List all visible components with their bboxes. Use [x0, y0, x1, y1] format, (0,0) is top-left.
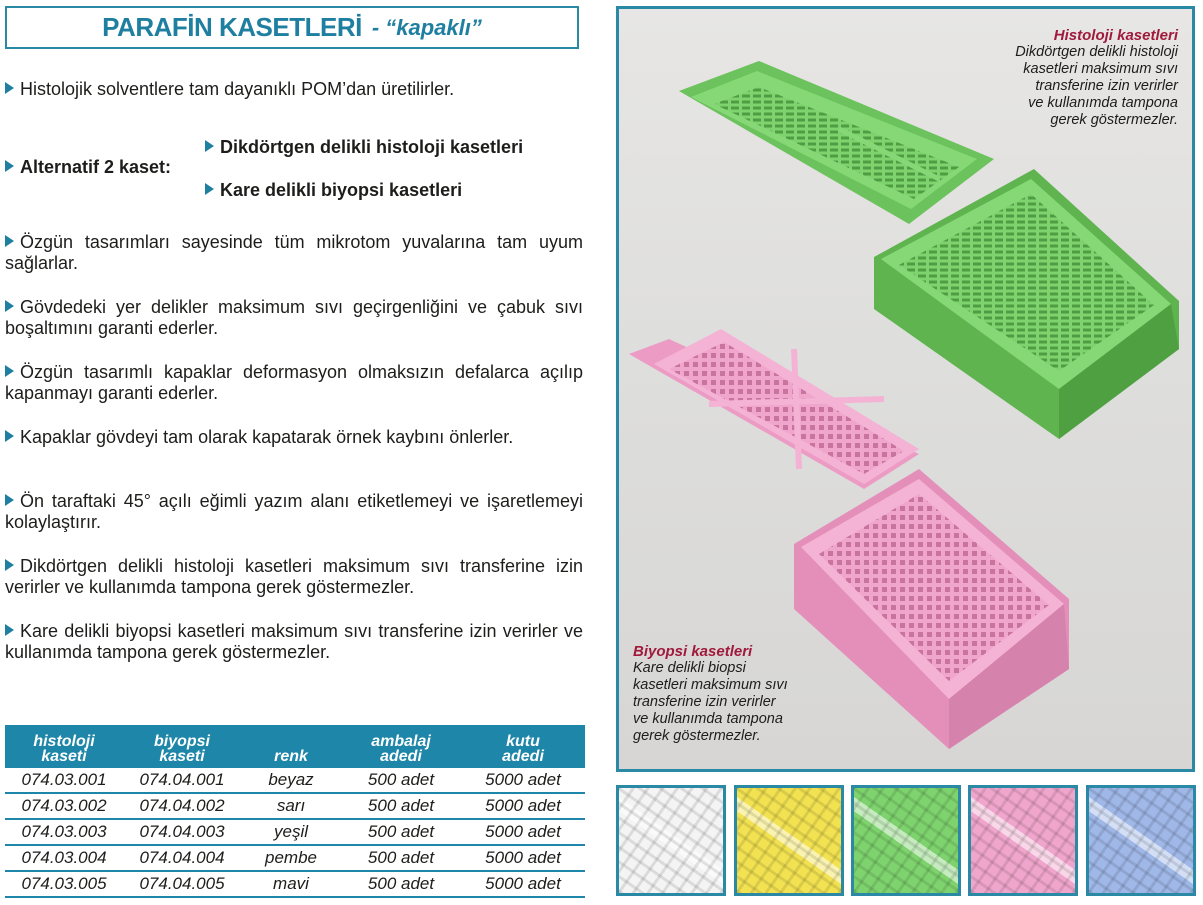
cell-color: mavi: [241, 871, 341, 897]
color-swatch-blue: [1086, 785, 1196, 896]
table-row: [5, 793, 585, 819]
color-swatch-green: [851, 785, 961, 896]
table-row: [5, 819, 585, 845]
page-title: PARAFİN KASETLERİ: [102, 12, 362, 42]
cell-biopsy-code: 074.04.005: [123, 871, 241, 897]
alternatives-label: Alternatif 2 kaset:: [5, 157, 171, 178]
arrow-right-icon: [5, 624, 14, 636]
color-swatch-pink: [968, 785, 1078, 896]
biopsy-caption: Biyopsi kasetleri Kare delikli biopsi kasetleri maksimum sıvı transferine izin verirler ve kullanımda tampona gerek göstermezler.: [633, 643, 788, 744]
cell-biopsy-code: 074.04.003: [123, 819, 241, 845]
cell-color: pembe: [241, 845, 341, 871]
col-header-box-qty: kutu adedi: [461, 725, 585, 768]
cell-biopsy-code: 074.04.004: [123, 845, 241, 871]
cell-package-qty: 500 adet: [341, 845, 461, 871]
table-row: [5, 845, 585, 871]
arrow-right-icon: [5, 430, 14, 442]
arrow-right-icon: [5, 365, 14, 377]
feature-item: Özgün tasarımları sayesinde tüm mikrotom yuvalarına tam uyum sağlarlar.: [5, 232, 583, 273]
arrow-right-icon: [5, 494, 14, 506]
cell-color: sarı: [241, 793, 341, 819]
biopsy-caption-title: Biyopsi kasetleri: [633, 643, 753, 660]
cell-package-qty: 500 adet: [341, 871, 461, 897]
cell-package-qty: 500 adet: [341, 768, 461, 793]
histology-caption: Histoloji kasetleri Dikdörtgen delikli histoloji kasetleri maksimum sıvı transferine izin verirler ve kullanımda tampona gerek göstermezler.: [1015, 27, 1178, 128]
feature-item: Kare delikli biyopsi kasetleri maksimum sıvı transferine izin verirler ve kullanımda tampona gerek göstermezler.: [5, 621, 583, 662]
green-cassette-lid: [679, 61, 994, 224]
col-header-biopsy: biyopsi kaseti: [123, 725, 241, 768]
color-swatch-white: [616, 785, 726, 896]
page-subtitle: - “kapaklı”: [371, 14, 482, 40]
arrow-right-icon: [5, 559, 14, 571]
feature-item: Özgün tasarımlı kapaklar deformasyon olmaksızın defalarca açılıp kapanmayı garanti ederler.: [5, 362, 583, 403]
pink-cassette-body: [794, 469, 1069, 749]
cell-biopsy-code: 074.04.002: [123, 793, 241, 819]
table-header-row: [5, 725, 585, 768]
cell-box-qty: 5000 adet: [461, 819, 585, 845]
arrow-right-icon: [205, 183, 214, 195]
feature-item: Kapaklar gövdeyi tam olarak kapatarak örnek kaybını önlerler.: [5, 427, 583, 448]
product-table: [5, 725, 585, 898]
alternative-item-biopsy: Kare delikli biyopsi kasetleri: [205, 180, 462, 201]
col-header-package-qty: ambalaj adedi: [341, 725, 461, 768]
cell-box-qty: 5000 adet: [461, 768, 585, 793]
table-row: [5, 768, 585, 793]
color-swatch-yellow: [734, 785, 844, 896]
cell-package-qty: 500 adet: [341, 819, 461, 845]
pink-cassette-lid: [629, 329, 919, 489]
table-row: [5, 871, 585, 897]
arrow-right-icon: [205, 140, 214, 152]
cell-box-qty: 5000 adet: [461, 845, 585, 871]
arrow-right-icon: [5, 160, 14, 172]
product-photo-panel: [616, 6, 1195, 772]
feature-item: Gövdedeki yer delikler maksimum sıvı geçirgenliğini ve çabuk sıvı boşaltımını garanti ederler.: [5, 297, 583, 338]
cell-color: beyaz: [241, 768, 341, 793]
arrow-right-icon: [5, 235, 14, 247]
cell-histology-code: 074.03.005: [5, 871, 123, 897]
col-header-color: renk: [241, 725, 341, 768]
feature-item: Dikdörtgen delikli histoloji kasetleri maksimum sıvı transferine izin verirler ve kullanımda tampona gerek göstermezler.: [5, 556, 583, 597]
cell-color: yeşil: [241, 819, 341, 845]
alternative-item-histology: Dikdörtgen delikli histoloji kasetleri: [205, 137, 523, 158]
cell-package-qty: 500 adet: [341, 793, 461, 819]
feature-item: Histolojik solventlere tam dayanıklı POM’dan üretilirler.: [5, 79, 583, 100]
col-header-histology: histoloji kaseti: [5, 725, 123, 768]
arrow-right-icon: [5, 300, 14, 312]
page-title-box: [5, 6, 579, 49]
histology-caption-title: Histoloji kasetleri: [1053, 27, 1178, 44]
cell-histology-code: 074.03.003: [5, 819, 123, 845]
cell-biopsy-code: 074.04.001: [123, 768, 241, 793]
arrow-right-icon: [5, 82, 14, 94]
feature-item: Ön taraftaki 45° açılı eğimli yazım alanı etiketlemeyi ve işaretlemeyi kolaylaştırır.: [5, 491, 583, 532]
cell-histology-code: 074.03.001: [5, 768, 123, 793]
cell-histology-code: 074.03.004: [5, 845, 123, 871]
cell-box-qty: 5000 adet: [461, 871, 585, 897]
cell-histology-code: 074.03.002: [5, 793, 123, 819]
cell-box-qty: 5000 adet: [461, 793, 585, 819]
